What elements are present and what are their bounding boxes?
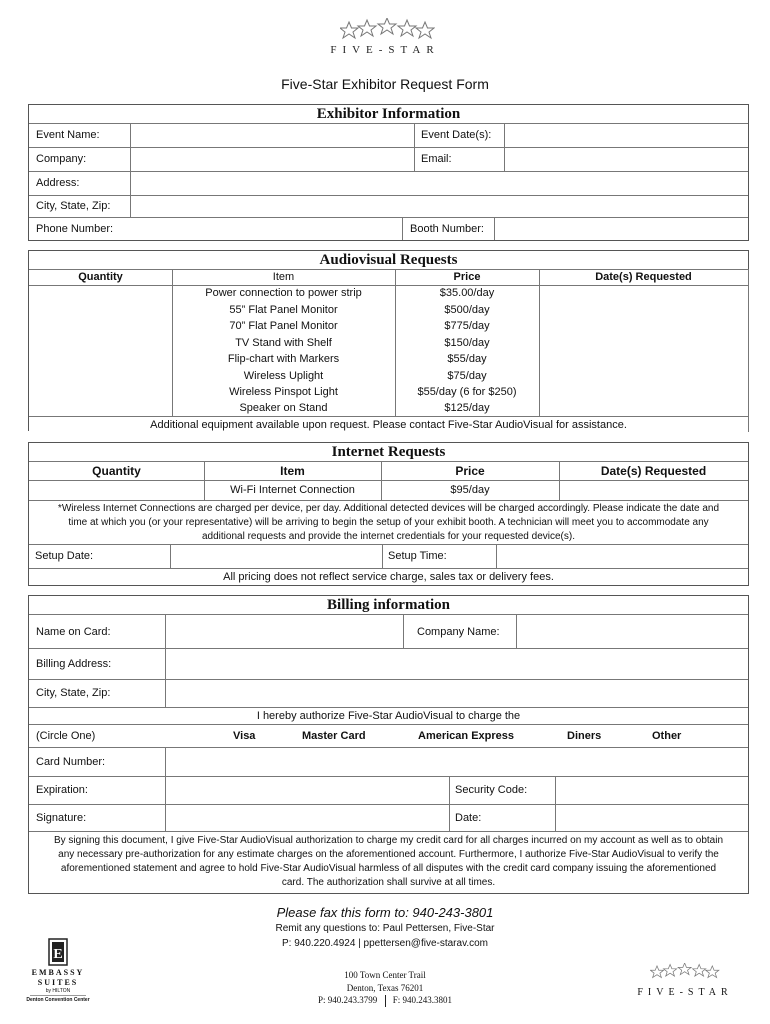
embassy-line-2: SUITES <box>37 978 79 987</box>
exhibitor-section <box>28 104 749 241</box>
av-price: $125/day <box>444 402 490 414</box>
signature-field[interactable] <box>166 805 448 830</box>
phone-field[interactable] <box>131 218 401 240</box>
remit-text: Remit any questions to: Paul Pettersen, Five-Star <box>275 923 495 934</box>
email-field[interactable] <box>505 148 748 170</box>
billing-section <box>28 595 749 894</box>
company-field[interactable] <box>131 148 413 170</box>
billing-company-field[interactable] <box>517 615 748 647</box>
date-label: Date: <box>455 812 482 824</box>
av-col-price: Price <box>453 271 481 283</box>
av-note: Additional equipment available upon request. Please contact Five-Star AudioVisual for assistance. <box>150 419 627 431</box>
av-price: $500/day <box>444 303 490 316</box>
inet-quantity-field[interactable] <box>30 481 203 499</box>
av-item: 55” Flat Panel Monitor <box>229 303 338 316</box>
av-price: $55/day (6 for $250) <box>417 386 517 398</box>
event-name-field[interactable] <box>131 124 413 146</box>
av-price: $150/day <box>444 336 490 349</box>
av-price: $775/day <box>444 320 490 332</box>
internet-heading: Internet Requests <box>331 444 446 460</box>
card-option-amex[interactable]: American Express <box>418 730 514 742</box>
billing-address-field[interactable] <box>166 649 748 678</box>
inet-col-dates: Date(s) Requested <box>600 464 707 478</box>
av-item: Flip-chart with Markers <box>227 353 340 365</box>
address-line-1: 100 Town Center Trail <box>344 970 426 980</box>
city-state-zip-field[interactable] <box>131 196 748 216</box>
expiration-field[interactable] <box>166 777 448 803</box>
terms-line-4: card. The authorization shall survive at all times. <box>281 877 496 888</box>
table-row <box>29 319 748 335</box>
av-section <box>28 250 749 431</box>
address-label: Address: <box>36 177 80 189</box>
billing-city-field[interactable] <box>166 680 748 706</box>
table-row <box>29 336 748 352</box>
svg-text:E: E <box>53 947 63 962</box>
terms-line-1: By signing this document, I give Five-Star AudioVisual authorization to charge my credit card for all charges incurred on my account as well as to obtain <box>53 835 724 846</box>
terms-line-3: aforementioned statement and agree to hold Five-Star AudioVisual harmless of all disputes with the credit card company issuing the aforementioned <box>60 863 717 874</box>
setup-time-field[interactable] <box>497 545 748 567</box>
circle-one-label: (Circle One) <box>36 730 96 742</box>
av-item: TV Stand with Shelf <box>235 336 332 349</box>
av-price: $35.00/day <box>439 287 495 299</box>
pricing-note: All pricing does not reflect service charge, sales tax or delivery fees. <box>223 571 554 583</box>
embassy-byline: by HILTON <box>45 988 71 994</box>
office-phone: P: 940.243.3799 <box>317 995 378 1006</box>
card-option-mastercard[interactable]: Master Card <box>302 730 366 742</box>
office-fax: F: 940.243.3801 <box>392 995 453 1006</box>
internet-section <box>28 442 749 586</box>
address-line-2: Denton, Texas 76201 <box>346 983 424 993</box>
signature-label: Signature: <box>36 812 87 824</box>
av-header-row <box>29 270 748 286</box>
fax-instruction: Please fax this form to: 940-243-3801 <box>276 905 494 920</box>
inet-price: $95/day <box>450 484 490 496</box>
setup-time-label: Setup Time: <box>388 550 447 562</box>
table-row <box>29 352 748 368</box>
av-item: Speaker on Stand <box>239 402 328 414</box>
inet-col-item: Item <box>280 464 305 478</box>
inet-item: Wi-Fi Internet Connection <box>230 484 355 496</box>
av-col-quantity: Quantity <box>78 271 123 283</box>
name-on-card-field[interactable] <box>166 615 402 647</box>
inet-note-2: time at which you (or your representative) will be arriving to begin the setup of your exhibit booth. A technician will meet you to accommodate any <box>68 517 709 528</box>
city-state-zip-label: City, State, Zip: <box>36 200 111 212</box>
expiration-label: Expiration: <box>36 784 88 796</box>
card-option-other[interactable]: Other <box>652 730 682 742</box>
card-option-visa[interactable]: Visa <box>233 730 256 742</box>
av-price: $55/day <box>447 353 487 365</box>
billing-city-label: City, State, Zip: <box>36 687 111 699</box>
date-field[interactable] <box>556 805 748 830</box>
av-item: 70” Flat Panel Monitor <box>229 320 338 332</box>
form-title: Five-Star Exhibitor Request Form <box>281 76 489 92</box>
five-star-logo-icon <box>650 963 720 979</box>
card-number-label: Card Number: <box>36 756 106 768</box>
email-label: Email: <box>421 153 452 165</box>
inet-dates-field[interactable] <box>560 481 748 499</box>
phone-fax-line <box>300 995 470 1007</box>
embassy-subline: Denton Convention Center <box>26 997 90 1003</box>
billing-company-label: Company Name: <box>417 626 500 638</box>
av-item: Wireless Pinspot Light <box>229 386 338 398</box>
av-item: Wireless Uplight <box>243 369 324 382</box>
company-label: Company: <box>36 153 87 165</box>
card-option-diners[interactable]: Diners <box>567 730 602 742</box>
name-on-card-label: Name on Card: <box>36 626 111 638</box>
av-item: Power connection to power strip <box>205 287 362 299</box>
embassy-suites-logo-icon <box>22 938 94 968</box>
setup-date-field[interactable] <box>171 545 381 567</box>
av-col-dates: Date(s) Requested <box>595 271 692 283</box>
table-row <box>29 369 748 385</box>
phone-label: Phone Number: <box>36 223 114 235</box>
inet-col-quantity: Quantity <box>92 464 141 478</box>
address-field[interactable] <box>131 172 748 194</box>
embassy-suites-logo <box>22 938 94 1010</box>
card-number-field[interactable] <box>166 748 748 775</box>
exhibitor-heading: Exhibitor Information <box>316 106 461 122</box>
table-row <box>29 286 748 302</box>
embassy-line-1: EMBASSY <box>31 968 85 977</box>
terms-line-2: any necessary pre-authorization for any estimate charges on the aforementioned account. Furthermore, I authorize Five-Star AudioVisual to verify the <box>58 849 719 860</box>
billing-address-label: Billing Address: <box>36 658 112 670</box>
table-row <box>29 303 748 319</box>
contact-text: P: 940.220.4924 | ppettersen@five-starav.com <box>281 938 488 949</box>
billing-heading: Billing information <box>327 597 450 613</box>
av-col-item: Item <box>272 271 295 283</box>
booth-label: Booth Number: <box>410 223 484 235</box>
av-price: $75/day <box>447 369 487 382</box>
five-star-logo-text: FIVE-STAR <box>330 44 440 56</box>
booth-field[interactable] <box>495 218 748 240</box>
event-dates-field[interactable] <box>505 124 748 146</box>
inet-note-3: additional requests and provide the internet credentials for your requested device(s). <box>202 531 575 542</box>
table-row <box>29 385 748 401</box>
inet-note-1: *Wireless Internet Connections are charged per device, per day. Additional detected devices will be charged accordingly. Please indicate the date and <box>57 503 720 514</box>
event-name-label: Event Name: <box>36 129 100 141</box>
av-heading: Audiovisual Requests <box>319 252 458 268</box>
security-code-label: Security Code: <box>455 784 528 796</box>
table-row <box>29 401 748 417</box>
setup-date-label: Setup Date: <box>35 550 94 562</box>
event-dates-label: Event Date(s): <box>421 129 492 141</box>
five-star-logo-icon <box>340 18 435 40</box>
inet-col-price: Price <box>455 464 485 478</box>
five-star-logo-text-bottom: FIVE-STAR <box>637 987 733 998</box>
security-code-field[interactable] <box>556 777 748 803</box>
authorize-text: I hereby authorize Five-Star AudioVisual to charge the <box>256 710 521 722</box>
